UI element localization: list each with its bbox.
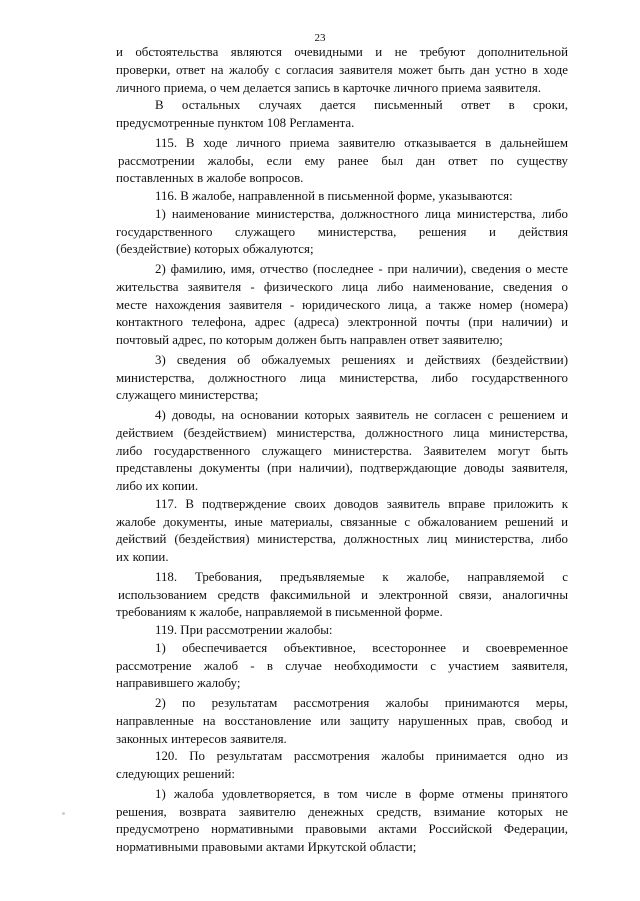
text-line: действием (бездействием) министерства, должностного лица министерства, [116, 425, 568, 440]
text-line: либо государственного служащего министерства. Заявителем могут быть [116, 443, 568, 458]
text-line: нормативными правовыми актами Иркутской области; [116, 840, 417, 854]
text-line: либо их копии. [116, 479, 199, 493]
text-line: направившего жалобу; [116, 676, 241, 691]
text-line: личного приема, о чем делается запись в карточке личного приема заявителя. [116, 80, 542, 95]
scan-speck [62, 812, 65, 815]
document-body [116, 44, 568, 857]
text-line: следующих решений: [116, 767, 235, 781]
text-line: 1) обеспечивается объективное, всестороннее и своевременное [155, 640, 568, 655]
text-line: и обстоятельства являются очевидными и не требуют дополнительной [116, 45, 568, 59]
text-line: 115. В ходе личного приема заявителю отказывается в дальнейшем [155, 135, 568, 150]
text-line: 120. По результатам рассмотрения жалобы принимается одно из [155, 749, 568, 764]
text-line: решения, возврата заявителю денежных средств, взимание которых не [116, 804, 568, 819]
text-line: требованиям к жалобе, направляемой в письменной форме. [116, 605, 443, 620]
text-line: предусмотренные пунктом 108 Регламента. [116, 116, 355, 130]
text-line: 1) жалоба удовлетворяется, в том числе в форме отмены принятого [155, 786, 568, 801]
text-line: их копии. [116, 550, 169, 564]
text-line: 4) доводы, на основании которых заявитель не согласен с решением и [155, 408, 568, 422]
text-line: почтовый адрес, по которым должен быть направлен ответ заявителю; [116, 333, 503, 347]
text-line: (бездействие) которых обжалуются; [116, 242, 314, 257]
text-line: законных интересов заявителя. [116, 731, 287, 746]
text-line: поставленных в жалобе вопросов. [116, 171, 304, 186]
text-line: 116. В жалобе, направленной в письменной форме, указываются: [155, 189, 513, 203]
text-line: контактного телефона, адрес (адреса) электронной почты (при наличии) и [116, 315, 568, 330]
text-line: рассмотрение жалоб - в случае необходимости с участием заявителя, [116, 658, 568, 673]
text-line: 118. Требования, предъявляемые к жалобе, направляемой с [155, 569, 568, 584]
text-line: жительства заявителя - физического лица либо наименование, сведения о [116, 279, 568, 294]
text-line: направленные на восстановление или защиту нарушенных прав, свобод и [116, 713, 568, 728]
text-line: 117. В подтверждение своих доводов заявитель вправе приложить к [155, 496, 568, 511]
text-line: жалобе документы, иные материалы, связанные с обжалованием решений и [116, 514, 568, 529]
text-line: государственного служащего министерства, решения и действия [116, 224, 568, 239]
text-line: министерства, должностного лица министерства, либо государственного [116, 370, 568, 385]
text-line: действий (бездействия) министерства, должностных лиц министерства, либо [116, 532, 568, 547]
text-line: проверки, ответ на жалобу с согласия заявителя может быть дан устно в ходе [116, 62, 568, 77]
text-line: месте нахождения заявителя - юридического лица, а также номер (номера) [116, 297, 568, 312]
text-line: 119. При рассмотрении жалобы: [155, 623, 333, 637]
text-line: служащего министерства; [116, 388, 259, 403]
text-line: В остальных случаях дается письменный ответ в сроки, [155, 98, 568, 113]
text-line: рассмотрении жалобы, если ему ранее был дан ответ по существу [118, 153, 568, 168]
text-line: 2) фамилию, имя, отчество (последнее - при наличии), сведения о месте [155, 262, 568, 276]
text-line: 3) сведения об обжалуемых решениях и действиях (бездействии) [155, 352, 568, 367]
text-line: 2) по результатам рассмотрения жалобы принимаются меры, [155, 696, 568, 710]
page-number: 23 [314, 32, 326, 44]
text-line: использованием средств факсимильной и электронной связи, аналогичны [118, 587, 568, 602]
text-line: 1) наименование министерства, должностного лица министерства, либо [155, 206, 568, 221]
text-line: предусмотрено нормативными правовыми актами Российской Федерации, [116, 822, 568, 837]
text-line: представлены документы (при наличии), подтверждающие доводы заявителя, [116, 461, 568, 476]
